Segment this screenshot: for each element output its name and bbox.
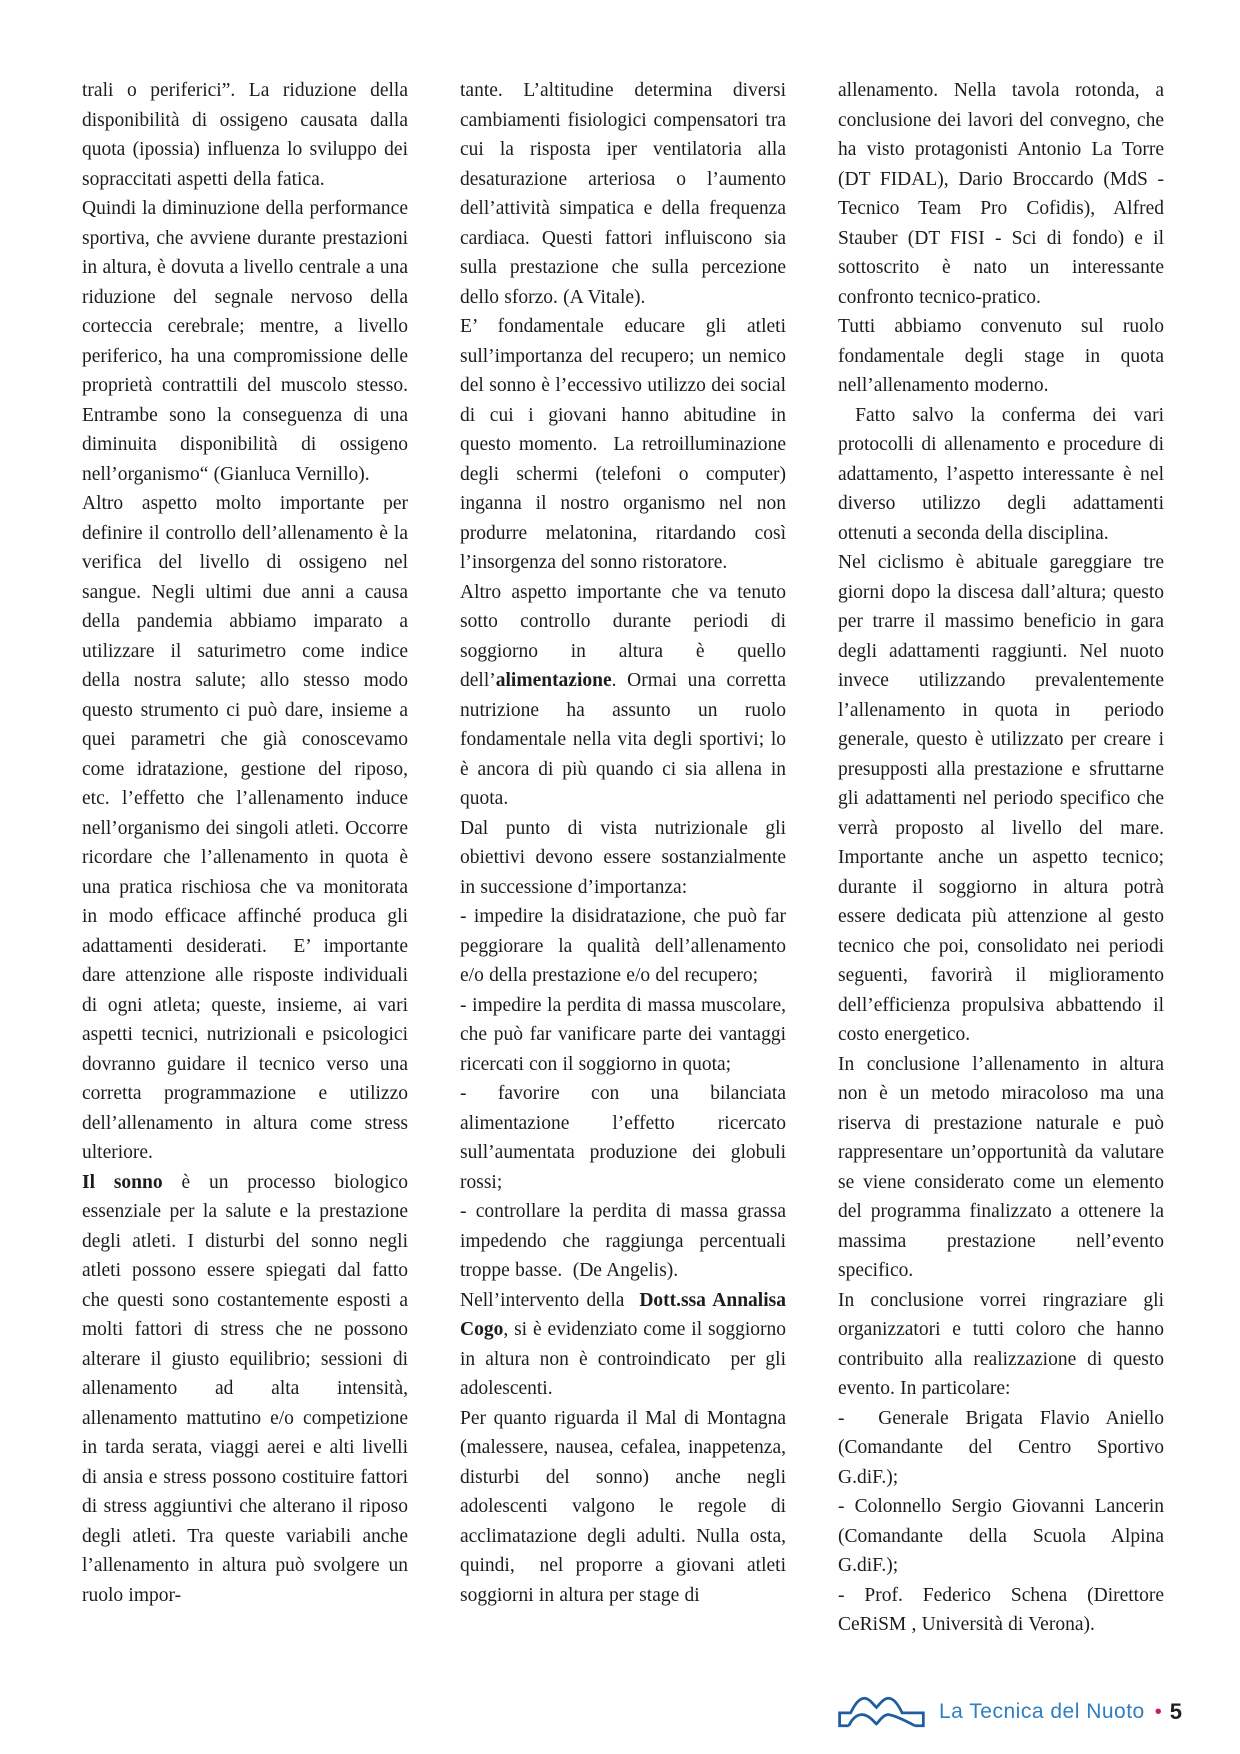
- footer-separator-dot: •: [1154, 1700, 1162, 1723]
- text-segment: - Colonnello Sergio Giovanni Lancerin (Comandante della Scuola Alpina G.diF.);: [838, 1496, 1170, 1576]
- paragraph: [460, 991, 792, 1080]
- text-segment: - impedire la disidratazione, che può far peggiorare la qualità dell’allenamento e/o della prestazione e/o del recupero;: [460, 906, 792, 986]
- text-segment: Tutti abbiamo convenuto sul ruolo fondamentale degli stage in quota nell’allenamento moderno.: [838, 316, 1170, 396]
- text-segment: E’ fondamentale educare gli atleti sull’importanza del recupero; un nemico del sonno è l’eccessivo utilizzo dei social di cui i giovani hanno abitudine in questo momento. La retroilluminazione degli schermi (telefoni o computer) inganna il nostro organismo nel non produrre melatonina, ritardando così l’insorgenza del sonno ristoratore.: [460, 316, 792, 573]
- bold-text-segment: Dott.ssa Annalisa Cogo: [460, 1289, 792, 1340]
- page-footer: [835, 1694, 1182, 1730]
- article-columns: [82, 76, 1170, 1640]
- footer-page-number: 5: [1169, 1699, 1182, 1724]
- paragraph: [838, 1286, 1170, 1404]
- bold-text-segment: Il sonno: [82, 1171, 163, 1193]
- paragraph: [460, 1286, 792, 1404]
- wave-logo: [835, 1694, 927, 1730]
- text-segment: - impedire la perdita di massa muscolare, che può far vanificare parte dei vantaggi ricercati con il soggiorno in quota;: [460, 994, 792, 1075]
- text-segment: - favorire con una bilanciata alimentazione l’effetto ricercato sull’aumentata produzione dei globuli rossi;: [460, 1083, 792, 1193]
- text-segment: In conclusione l’allenamento in altura non è un metodo miracoloso ma una riserva di prestazione naturale e può rappresentare un’opportunità da valutare se viene considerato come un elemento del programma finalizzato a ottenere la massima prestazione nell’evento specifico.: [838, 1053, 1170, 1281]
- paragraph: [460, 76, 792, 312]
- text-segment: Quindi la diminuzione della performance sportiva, che avviene durante prestazioni in altura, è dovuta a livello centrale a una riduzione del segnale nervoso della corteccia cerebrale; mentre, a livello periferico, ha una compromissione delle proprietà contrattili del muscolo stesso. Entrambe sono la conseguenza di una diminuita disponibilità di ossigeno nell’organismo“ (Gianluca Vernillo).: [82, 198, 414, 485]
- paragraph: [82, 194, 414, 489]
- paragraph: [460, 312, 792, 578]
- paragraph: [838, 401, 1170, 549]
- article-column-1: [82, 76, 419, 1640]
- paragraph: [838, 76, 1170, 312]
- text-segment: . Ormai una corretta nutrizione ha assunto un ruolo fondamentale nella vita degli sportivi; lo è ancora di più quando ci sia allena in quota.: [460, 670, 792, 809]
- text-segment: Nell’intervento della: [460, 1289, 640, 1311]
- footer-magazine-title: La Tecnica del Nuoto: [938, 1700, 1145, 1723]
- paragraph: [460, 1079, 792, 1197]
- text-segment: - Generale Brigata Flavio Aniello (Comandante del Centro Sportivo G.diF.);: [838, 1407, 1170, 1488]
- paragraph: [82, 489, 419, 1168]
- paragraph: [838, 548, 1170, 1050]
- article-column-2: [460, 76, 792, 1640]
- text-segment: Fatto salvo la conferma dei vari protocolli di allenamento e procedure di adattamento, l’aspetto interessante è nel diverso utilizzo degli adattamenti ottenuti a seconda della disciplina.: [838, 404, 1170, 544]
- paragraph: [838, 1404, 1170, 1493]
- text-segment: - Prof. Federico Schena (Direttore CeRiSM , Università di Verona).: [838, 1584, 1170, 1635]
- paragraph: [838, 1492, 1170, 1581]
- paragraph: [460, 814, 792, 903]
- text-segment: tante. L’altitudine determina diversi cambiamenti fisiologici compensatori tra cui la risposta iper ventilatoria alla desaturazione arteriosa o l’aumento dell’attività simpatica e della frequenza cardiaca. Questi fattori influiscono sia sulla prestazione che sulla percezione dello sforzo. (A Vitale).: [460, 80, 792, 308]
- paragraph: [460, 1197, 792, 1286]
- paragraph: [460, 578, 792, 814]
- text-segment: Altro aspetto molto importante per definire il controllo dell’allenamento è la verifica del livello di ossigeno nel sangue. Negli ultimi due anni a causa della pandemia abbiamo imparato a utilizzare il saturimetro come indice della nostra salute; allo stesso modo questo strumento ci può dare, insieme a quei parametri che già conoscevamo come idratazione, gestione del riposo, etc. l’effetto che l’allenamento induce nell’organismo dei singoli atleti. Occorre ricordare che l’allenamento in quota è una pratica rischiosa che va monitorata in modo efficace affinché produca gli adattamenti desiderati. E’ importante dare attenzione alle risposte individuali di ogni atleta; queste, insieme, ai vari aspetti tecnici, nutrizionali e psicologici dovranno guidare il tecnico verso una corretta programmazione e utilizzo dell’allenamento in altura come stress ulteriore.: [82, 493, 419, 1163]
- text-segment: Nel ciclismo è abituale gareggiare tre giorni dopo la discesa dall’altura; questo per trarre il massimo beneficio in gara degli adattamenti raggiunti. Nel nuoto invece utilizzando prevalentemente l’allenamento in quota in periodo generale, questo è utilizzato per creare i presupposti alla prestazione e sfruttarne gli adattamenti nel periodo specifico che verrà proposto al livello del mare. Importante anche un aspetto tecnico; durante il soggiorno in altura potrà essere dedicata più attenzione al gesto tecnico che poi, consolidato nei periodi seguenti, favorirà il miglioramento dell’efficienza propulsiva abbattendo il costo energetico.: [838, 552, 1170, 1045]
- paragraph: [460, 1404, 792, 1611]
- text-segment: allenamento. Nella tavola rotonda, a conclusione dei lavori del convegno, che ha visto protagonisti Antonio La Torre (DT FIDAL), Dario Broccardo (MdS - Tecnico Team Pro Cofidis), Alfred Stauber (DT FISI - Sci di fondo) e il sottoscrito è nato un interessante confronto tecnico-pratico.: [838, 80, 1170, 308]
- paragraph: [82, 1168, 414, 1611]
- text-segment: Altro aspetto importante che va tenuto sotto controllo durante periodi di soggiorno in altura è quello dell’: [460, 581, 792, 691]
- paragraph: [82, 76, 414, 194]
- article-column-3: [838, 76, 1170, 1640]
- text-segment: trali o periferici”. La riduzione della disponibilità di ossigeno causata dalla quota (ipossia) influenza lo sviluppo dei sopraccitati aspetti della fatica.: [82, 80, 414, 190]
- text-segment: Per quanto riguarda il Mal di Montagna (malessere, nausea, cefalea, inappetenza, disturbi del sonno) anche negli adolescenti valgono le regole di acclimatazione degli adulti. Nulla osta, quindi, nel proporre a giovani atleti soggiorni in altura per stage di: [460, 1407, 792, 1606]
- text-segment: In conclusione vorrei ringraziare gli organizzatori e tutti coloro che hanno contribuito alla realizzazione di questo evento. In particolare:: [838, 1289, 1170, 1399]
- paragraph: [838, 1581, 1170, 1640]
- paragraph: [838, 1050, 1170, 1286]
- text-segment: - controllare la perdita di massa grassa impedendo che raggiunga percentuali troppe basse. (De Angelis).: [460, 1201, 792, 1281]
- text-segment: è un processo biologico essenziale per la salute e la prestazione degli atleti. I disturbi del sonno negli atleti possono essere spiegati dal fatto che questi sono costantemente esposti a molti fattori di stress che ne possono alterare il giusto equilibrio; sessioni di allenamento ad alta intensità, allenamento mattutino e/o competizione in tarda serata, viaggi aerei e alti livelli di ansia e stress possono costituire fattori di stress aggiuntivi che alterano il riposo degli atleti. Tra queste variabili anche l’allenamento in altura può svolgere un ruolo impor-: [82, 1171, 414, 1606]
- paragraph: [460, 902, 792, 991]
- paragraph: [838, 312, 1170, 401]
- text-segment: , si è evidenziato come il soggiorno in altura non è controindicato per gli adolescenti.: [460, 1319, 792, 1399]
- bold-text-segment: alimentazione: [495, 670, 612, 691]
- text-segment: Dal punto di vista nutrizionale gli obiettivi devono essere sostanzialmente in successione d’importanza:: [460, 817, 792, 898]
